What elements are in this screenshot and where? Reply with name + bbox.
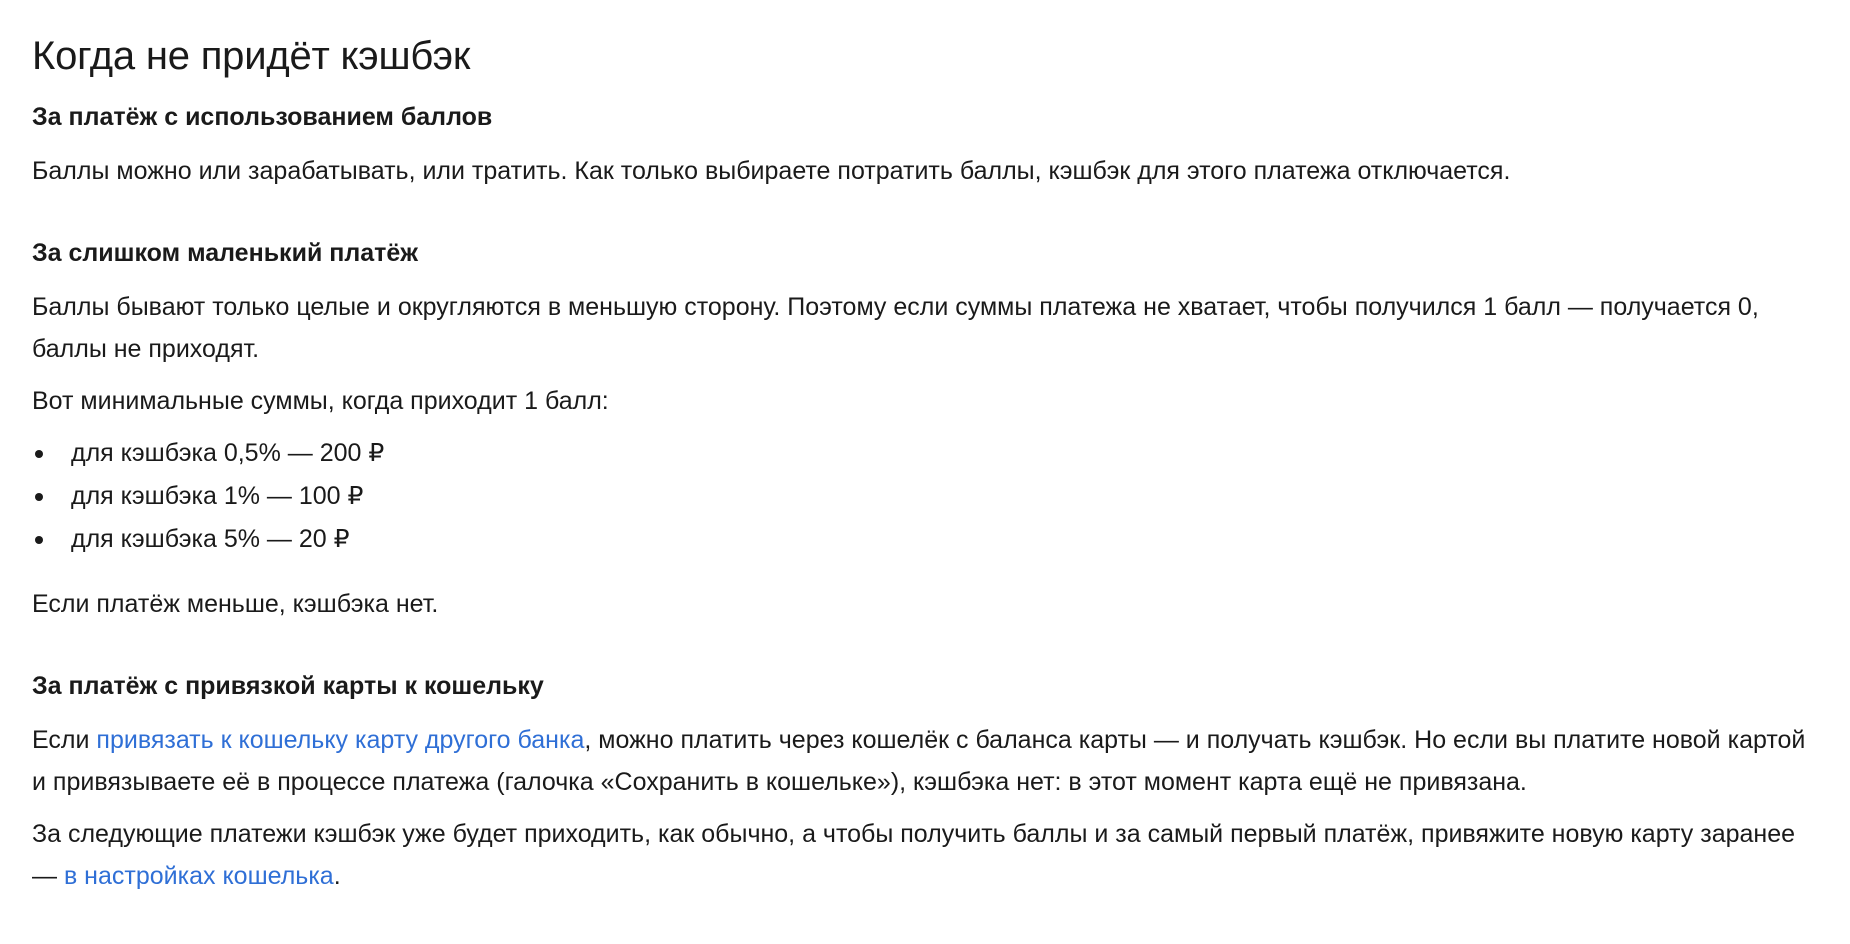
list-item [32, 475, 1818, 518]
link-wallet-settings[interactable]: в настройках кошелька [63, 862, 334, 890]
bullet-icon [35, 450, 43, 458]
section-paragraph: Если платёж меньше, кэшбэка нет. [32, 590, 439, 618]
list-item-text: для кэшбэка 1% — 100 ₽ [71, 482, 364, 510]
paragraph-text: Если [32, 726, 97, 754]
section-paragraph: Баллы бывают только целые и округляются в меньшую сторону. Поэтому если суммы платежа не хватает, чтобы получился 1 балл — получается 0, баллы не приходят. [32, 293, 1759, 363]
list-item [32, 518, 1818, 561]
section-paragraph [32, 813, 1818, 897]
minimum-amounts-list [32, 432, 1818, 561]
section-small-payment [32, 236, 1818, 625]
section-points-payment [32, 100, 1818, 192]
paragraph-text: За следующие платежи кэшбэк уже будет приходить, как обычно, а чтобы получить баллы и за самый первый платёж, привяжите новую карту заранее — [32, 820, 1796, 890]
bullet-icon [35, 493, 43, 501]
page-title: Когда не придёт кэшбэк [32, 34, 471, 78]
bullet-icon [35, 536, 43, 544]
section-paragraph: Вот минимальные суммы, когда приходит 1 балл: [32, 387, 609, 415]
section-heading: За платёж с использованием баллов [32, 103, 493, 131]
list-item [32, 432, 1818, 475]
paragraph-text: . [333, 862, 341, 890]
section-card-binding [32, 669, 1818, 897]
section-paragraph [32, 719, 1818, 803]
section-heading: За платёж с привязкой карты к кошельку [32, 672, 544, 700]
section-paragraph: Баллы можно или зарабатывать, или тратить. Как только выбираете потратить баллы, кэшбэк для этого платежа отключается. [32, 157, 1511, 185]
paragraph-text: , можно платить через кошелёк с баланса карты — и получать кэшбэк. Но если вы платите новой картой и привязываете её в процессе платежа (галочка «Сохранить в кошельке»), кэшбэка нет: в этот момент карта ещё не привязана. [32, 726, 1806, 796]
list-item-text: для кэшбэка 0,5% — 200 ₽ [71, 439, 385, 467]
section-heading: За слишком маленький платёж [32, 239, 419, 267]
list-item-text: для кэшбэка 5% — 20 ₽ [71, 525, 350, 553]
link-bind-other-bank-card[interactable]: привязать к кошельку карту другого банка [96, 726, 585, 754]
